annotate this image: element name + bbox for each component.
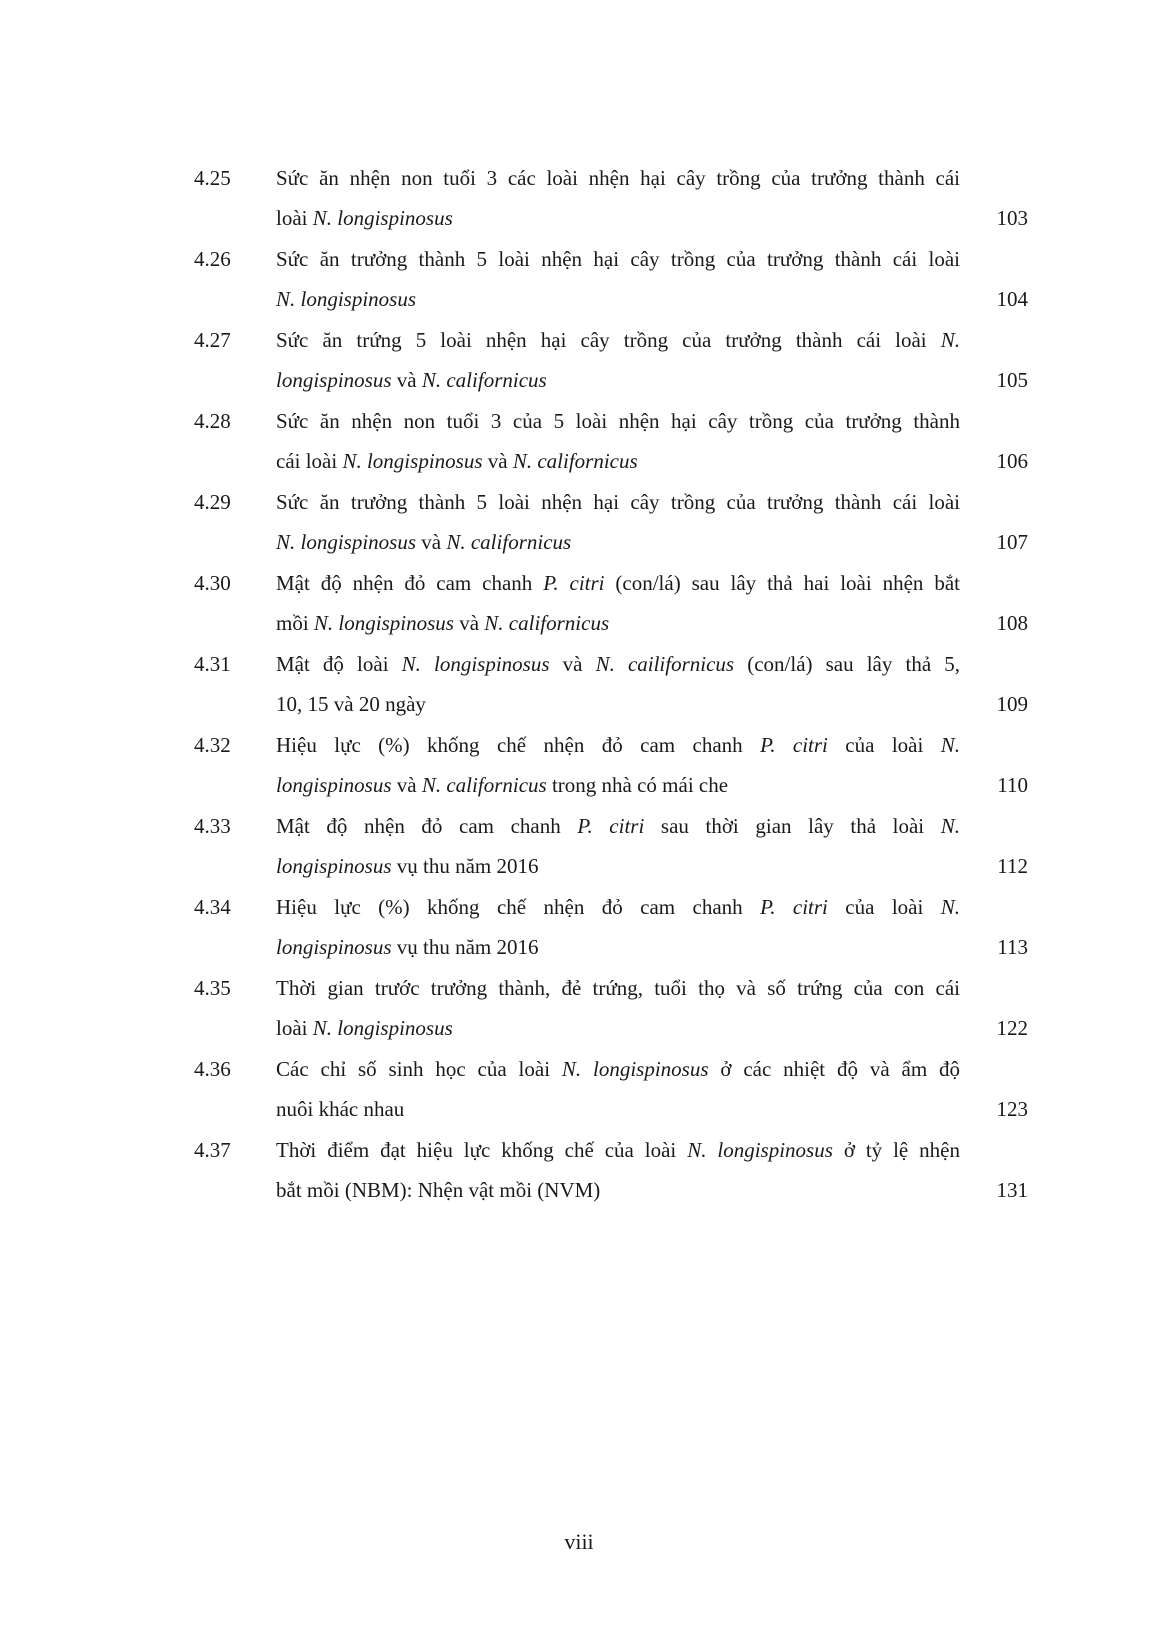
entry-title-line1: Sức ăn nhện non tuổi 3 các loài nhện hại cây trồng của trưởng thành cái — [276, 166, 960, 190]
toc-entry — [194, 482, 1028, 563]
entry-title-line2: bắt mồi (NBM): Nhện vật mồi (NVM) — [276, 1178, 601, 1202]
toc-entry — [194, 239, 1028, 320]
toc-entry — [194, 320, 1028, 401]
entry-title-line1: Thời điểm đạt hiệu lực khống chế của loài N. longispinosus ở tỷ lệ nhện — [276, 1138, 960, 1162]
table-number: 4.34 — [194, 895, 231, 919]
entry-title-line1: Sức ăn trưởng thành 5 loài nhện hại cây trồng của trưởng thành cái loài — [276, 247, 960, 271]
page-ref: 112 — [997, 854, 1028, 878]
entry-title-line2: nuôi khác nhau — [276, 1097, 405, 1121]
entry-title-line1: Mật độ loài N. longispinosus và N. cailifornicus (con/lá) sau lây thả 5, — [276, 652, 960, 676]
table-number: 4.35 — [194, 976, 231, 1000]
entry-title-line2: N. longispinosus — [276, 287, 417, 311]
page-ref: 108 — [996, 611, 1028, 635]
entry-title-line1: Hiệu lực (%) khống chế nhện đỏ cam chanh P. citri của loài N. — [276, 733, 960, 757]
page-ref: 113 — [997, 935, 1028, 959]
page-ref: 103 — [996, 206, 1028, 230]
toc-entry — [194, 1130, 1028, 1211]
table-number: 4.28 — [194, 409, 231, 433]
table-number: 4.25 — [194, 166, 231, 190]
table-number: 4.37 — [194, 1138, 231, 1162]
page-ref: 123 — [996, 1097, 1028, 1121]
entry-title-line1: Các chỉ số sinh học của loài N. longispinosus ở các nhiệt độ và ẩm độ — [276, 1057, 961, 1081]
entry-title-line2: N. longispinosus và N. californicus — [276, 530, 572, 554]
page-ref: 109 — [996, 692, 1028, 716]
page-ref: 131 — [996, 1178, 1028, 1202]
entry-title-line2: longispinosus vụ thu năm 2016 — [276, 935, 539, 959]
entry-title-line1: Sức ăn trưởng thành 5 loài nhện hại cây trồng của trưởng thành cái loài — [276, 490, 960, 514]
entry-title-line1: Sức ăn nhện non tuổi 3 của 5 loài nhện hại cây trồng của trưởng thành — [276, 409, 960, 433]
page-number-footer: viii — [564, 1529, 594, 1554]
entry-title-line1: Thời gian trước trưởng thành, đẻ trứng, tuổi thọ và số trứng của con cái — [276, 976, 960, 1000]
entry-title-line2: cái loài N. longispinosus và N. californicus — [276, 449, 638, 473]
entry-title-line1: Mật độ nhện đỏ cam chanh P. citri sau thời gian lây thả loài N. — [276, 814, 960, 838]
table-number: 4.32 — [194, 733, 231, 757]
entry-title-line2: longispinosus và N. californicus — [276, 368, 547, 392]
toc-entry — [194, 887, 1028, 968]
table-number: 4.36 — [194, 1057, 231, 1081]
entry-title-line1: Mật độ nhện đỏ cam chanh P. citri (con/lá) sau lây thả hai loài nhện bắt — [276, 571, 960, 595]
table-number: 4.27 — [194, 328, 231, 352]
page-ref: 110 — [997, 773, 1028, 797]
list-of-tables — [194, 158, 1028, 1211]
toc-entry — [194, 1049, 1028, 1130]
toc-entry — [194, 401, 1028, 482]
table-number: 4.29 — [194, 490, 231, 514]
entry-title-line2: longispinosus và N. californicus trong nhà có mái che — [276, 773, 729, 797]
toc-entry — [194, 158, 1028, 239]
entry-title-line2: longispinosus vụ thu năm 2016 — [276, 854, 539, 878]
page-ref: 106 — [996, 449, 1028, 473]
page-ref: 104 — [996, 287, 1028, 311]
table-number: 4.26 — [194, 247, 231, 271]
entry-title-line2: loài N. longispinosus — [276, 206, 453, 230]
entry-title-line1: Sức ăn trứng 5 loài nhện hại cây trồng của trưởng thành cái loài N. — [276, 328, 960, 352]
page-ref: 122 — [996, 1016, 1028, 1040]
toc-entry — [194, 725, 1028, 806]
entry-title-line1: Hiệu lực (%) khống chế nhện đỏ cam chanh P. citri của loài N. — [276, 895, 960, 919]
toc-entry — [194, 968, 1028, 1049]
table-number: 4.31 — [194, 652, 231, 676]
toc-entry — [194, 563, 1028, 644]
entry-title-line2: mồi N. longispinosus và N. californicus — [276, 611, 610, 635]
entry-title-line2: loài N. longispinosus — [276, 1016, 453, 1040]
entry-title-line2: 10, 15 và 20 ngày — [276, 692, 426, 716]
toc-entry — [194, 806, 1028, 887]
table-number: 4.33 — [194, 814, 231, 838]
page-ref: 105 — [996, 368, 1028, 392]
toc-entry — [194, 644, 1028, 725]
table-number: 4.30 — [194, 571, 231, 595]
page-ref: 107 — [996, 530, 1028, 554]
